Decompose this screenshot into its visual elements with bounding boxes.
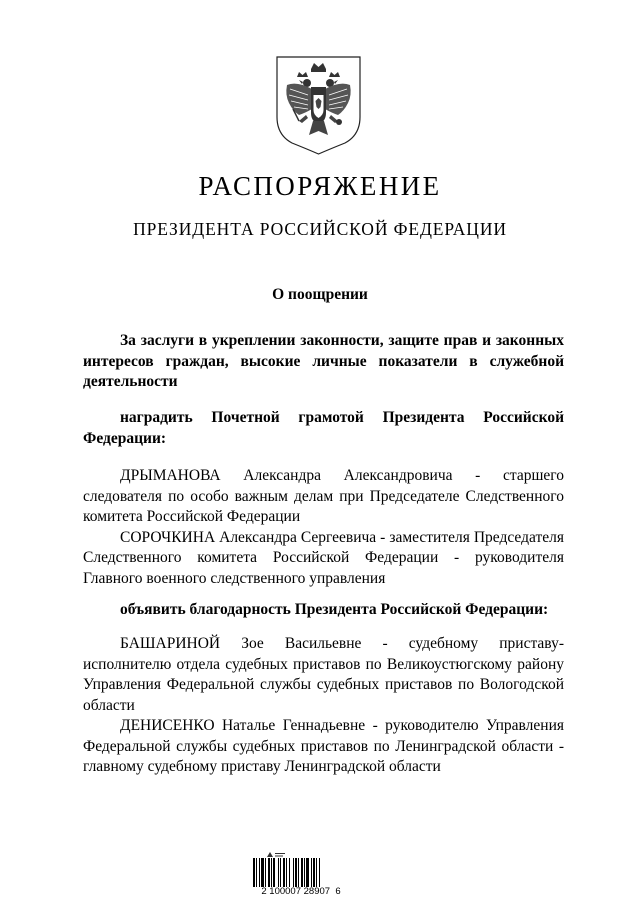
barcode-number: 2 100007 28907 6 [261, 886, 341, 897]
gratitude-heading-text: объявить благодарность Президента Российской Федерации: [120, 601, 549, 618]
list-item: ДЕНИСЕНКО Наталье Геннадьевне - руководителю Управления Федеральной службы судебных приставов по Ленинградской области - главному судебному приставу Ленинградской области [83, 717, 564, 775]
barcode [252, 850, 348, 902]
list-item: СОРОЧКИНА Александра Сергеевича - заместителя Председателя Следственного комитета Российской Федерации - руководителя Главного военного следственного управления [83, 528, 564, 587]
document-title: РАСПОРЯЖЕНИЕ [198, 171, 442, 201]
award-section-heading [83, 408, 564, 449]
coat-of-arms-icon [275, 55, 362, 155]
preamble-text: За заслуги в укреплении законности, защите прав и законных интересов граждан, высокие личные показатели в служебной деятельности [83, 332, 564, 390]
list-item: БАШАРИНОЙ Зое Васильевне - судебному приставу-исполнителю отдела судебных приставов по Великоустюгскому району Управления Федеральной службы судебных приставов по Вологодской области [83, 635, 564, 714]
award-persons-list [83, 466, 564, 589]
gratitude-section-heading [83, 600, 564, 621]
award-heading-text: наградить Почетной грамотой Президента Российской Федерации: [83, 409, 564, 447]
barcode-icon [252, 858, 348, 887]
preamble [83, 331, 564, 393]
list-item: ДРЫМАНОВА Александра Александровича - старшего следователя по особо важным делам при Председателе Следственного комитета Российской Федерации [83, 467, 564, 525]
gratitude-persons-list [83, 634, 564, 778]
document-subtitle: ПРЕЗИДЕНТА РОССИЙСКОЙ ФЕДЕРАЦИИ [133, 219, 507, 239]
publisher-mark-icon [264, 850, 288, 858]
document-subject: О поощрении [272, 286, 368, 303]
